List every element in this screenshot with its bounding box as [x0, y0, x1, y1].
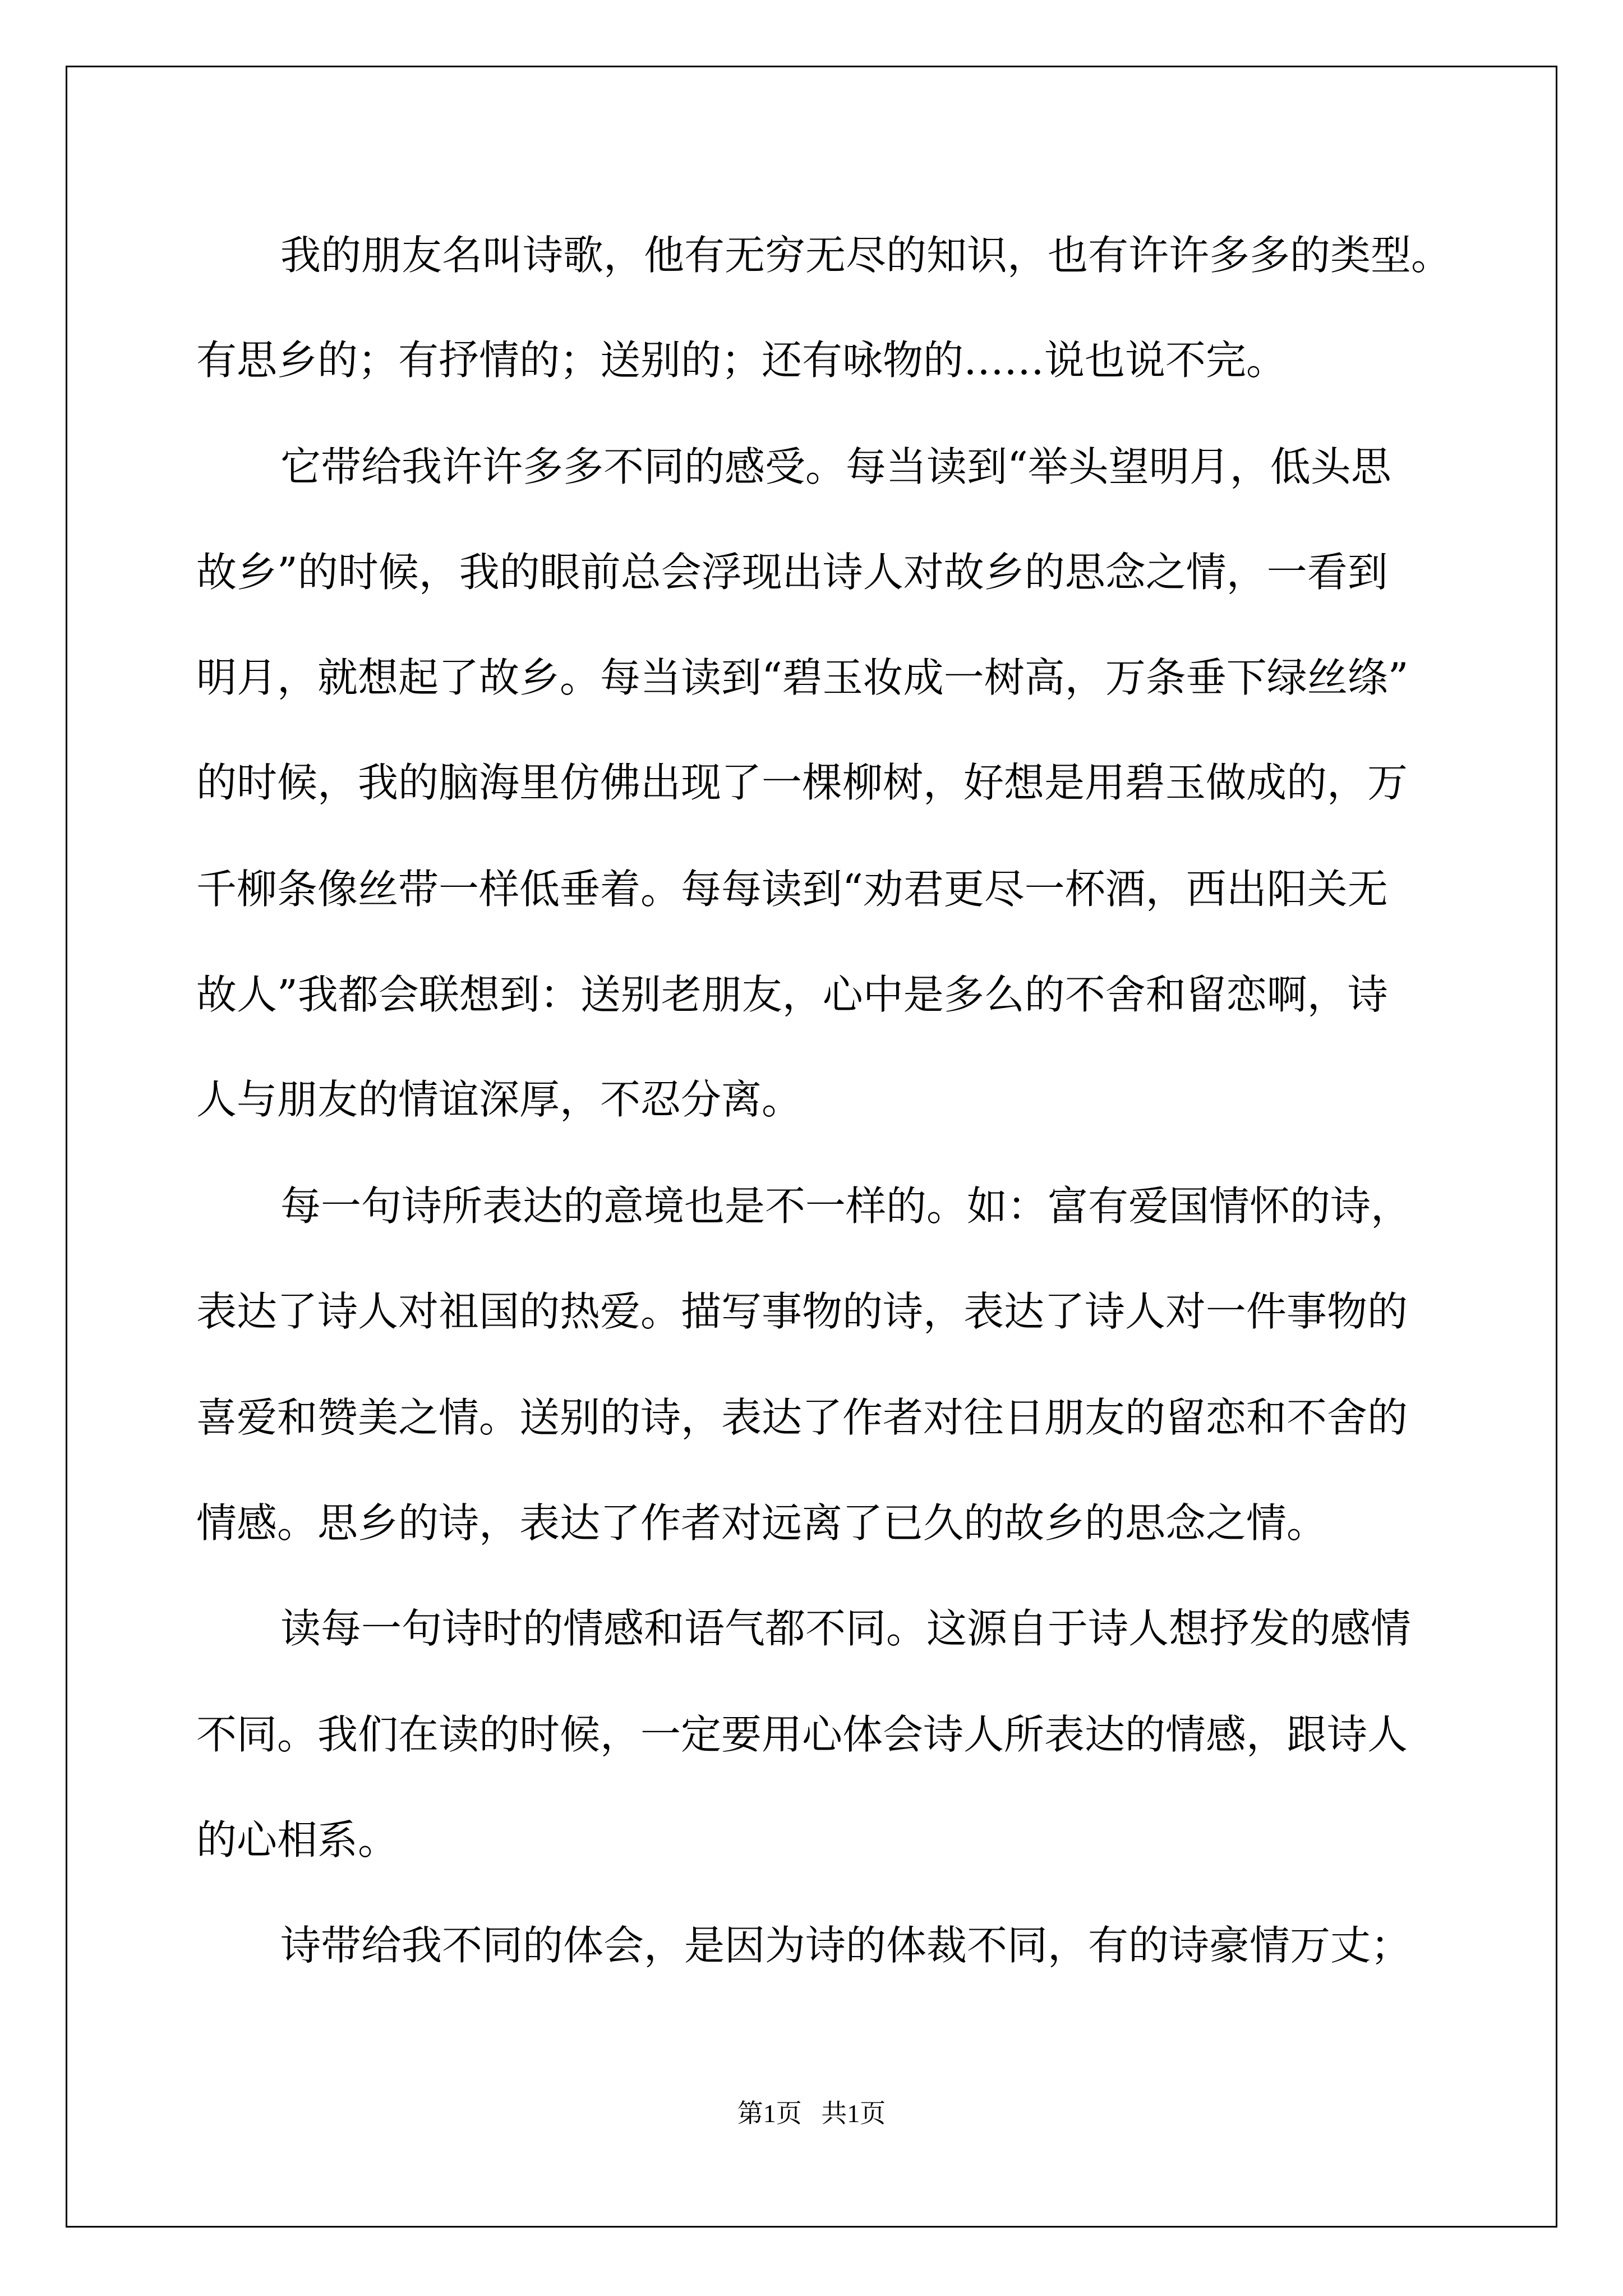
text-line: 有思乡的；有抒情的；送别的；还有咏物的……说也说不完。	[196, 337, 1287, 384]
text-line: 诗带给我不同的体会，是因为诗的体裁不同，有的诗豪情万丈；	[280, 1922, 1412, 1969]
text-line: 千柳条像丝带一样低垂着。每每读到“劝君更尽一杯酒，西出阳关无	[196, 866, 1388, 913]
text-line: 表达了诗人对祖国的热爱。描写事物的诗，表达了诗人对一件事物的	[196, 1288, 1408, 1335]
text-line: 不同。我们在读的时候，一定要用心体会诗人所表达的情感，跟诗人	[196, 1711, 1408, 1758]
page-number: 第1页	[737, 2099, 802, 2128]
text-line: 的心相系。	[196, 1816, 399, 1864]
text-line: 我的朋友名叫诗歌，他有无穷无尽的知识，也有许许多多的类型。	[280, 232, 1452, 279]
footer-spacer	[802, 2099, 822, 2128]
text-line: 每一句诗所表达的意境也是不一样的。如：富有爱国情怀的诗，	[280, 1182, 1412, 1230]
page-border	[66, 66, 1557, 2228]
text-line: 人与朋友的情谊深厚，不忍分离。	[196, 1076, 803, 1123]
text-line: 情感。思乡的诗，表达了作者对远离了已久的故乡的思念之情。	[196, 1499, 1327, 1547]
text-line: 故乡”的时候，我的眼前总会浮现出诗人对故乡的思念之情，一看到	[196, 549, 1388, 596]
text-line: 读每一句诗时的情感和语气都不同。这源自于诗人想抒发的感情	[280, 1605, 1412, 1652]
text-line: 它带给我许许多多不同的感受。每当读到“举头望明月，低头思	[280, 443, 1391, 490]
text-line: 故人”我都会联想到：送别老朋友，心中是多么的不舍和留恋啊，诗	[196, 971, 1388, 1018]
page-footer	[0, 2097, 1623, 2131]
text-line: 的时候，我的脑海里仿佛出现了一棵柳树，好想是用碧玉做成的，万	[196, 759, 1408, 806]
text-line: 喜爱和赞美之情。送别的诗，表达了作者对往日朋友的留恋和不舍的	[196, 1394, 1408, 1441]
page-total: 共1页	[821, 2099, 886, 2128]
text-line: 明月，就想起了故乡。每当读到“碧玉妆成一树高，万条垂下绿丝绦”	[196, 654, 1409, 701]
